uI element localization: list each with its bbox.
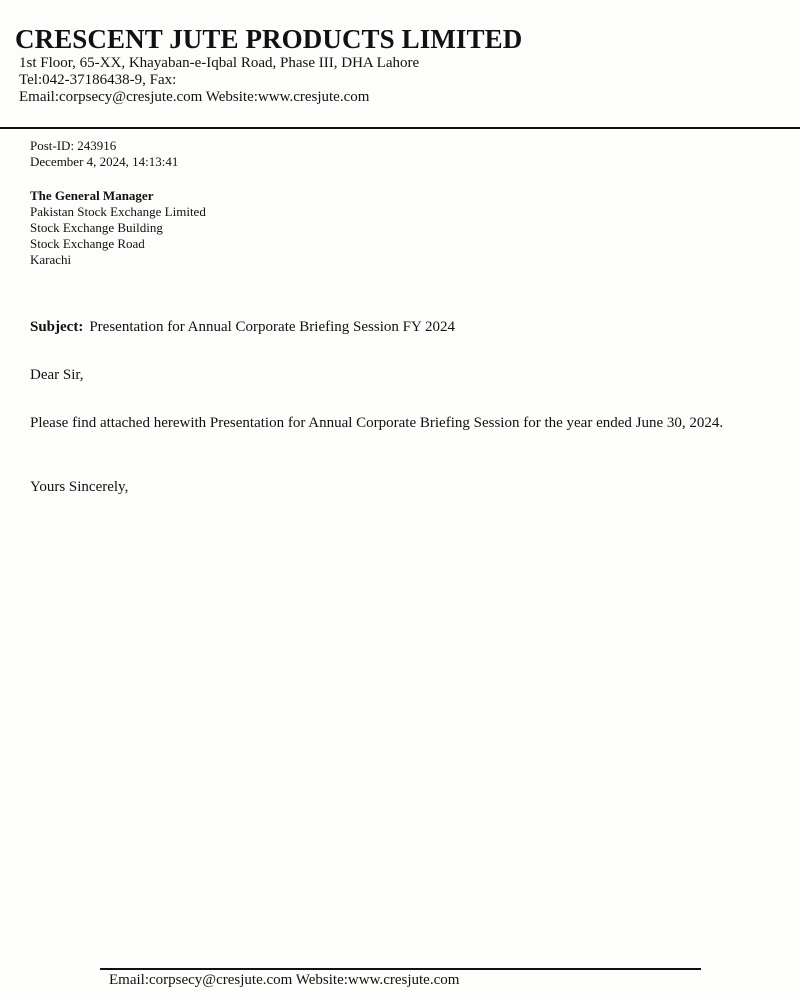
recipient-title: The General Manager: [30, 188, 154, 203]
subject-text: Presentation for Annual Corporate Briefing Session FY 2024: [89, 319, 455, 335]
recipient-line: Stock Exchange Building: [30, 220, 163, 235]
company-email-website: Email:corpsecy@cresjute.com Website:www.cresjute.com: [19, 89, 370, 105]
closing: Yours Sincerely,: [30, 479, 129, 495]
letter-body: Please find attached herewith Presentation for Annual Corporate Briefing Session for the year ended June 30, 2024.: [30, 415, 724, 431]
post-date: December 4, 2024, 14:13:41: [30, 154, 179, 169]
post-id: Post-ID: 243916: [30, 138, 117, 153]
header-divider: [0, 127, 800, 129]
company-address: 1st Floor, 65-XX, Khayaban-e-Iqbal Road, Phase III, DHA Lahore: [19, 55, 420, 71]
subject-label: Subject:: [30, 319, 84, 335]
company-name: CRESCENT JUTE PRODUCTS LIMITED: [15, 24, 523, 54]
footer-divider: [100, 968, 701, 970]
company-tel-fax: Tel:042-37186438-9, Fax:: [19, 72, 177, 88]
subject-line: [30, 318, 455, 336]
footer-email-website: Email:corpsecy@cresjute.com Website:www.cresjute.com: [109, 972, 460, 988]
recipient-line: Karachi: [30, 252, 72, 267]
recipient-block: [30, 188, 206, 268]
recipient-line: Pakistan Stock Exchange Limited: [30, 204, 206, 219]
salutation: Dear Sir,: [30, 367, 84, 383]
letterhead: [0, 0, 800, 129]
recipient-line: Stock Exchange Road: [30, 236, 145, 251]
